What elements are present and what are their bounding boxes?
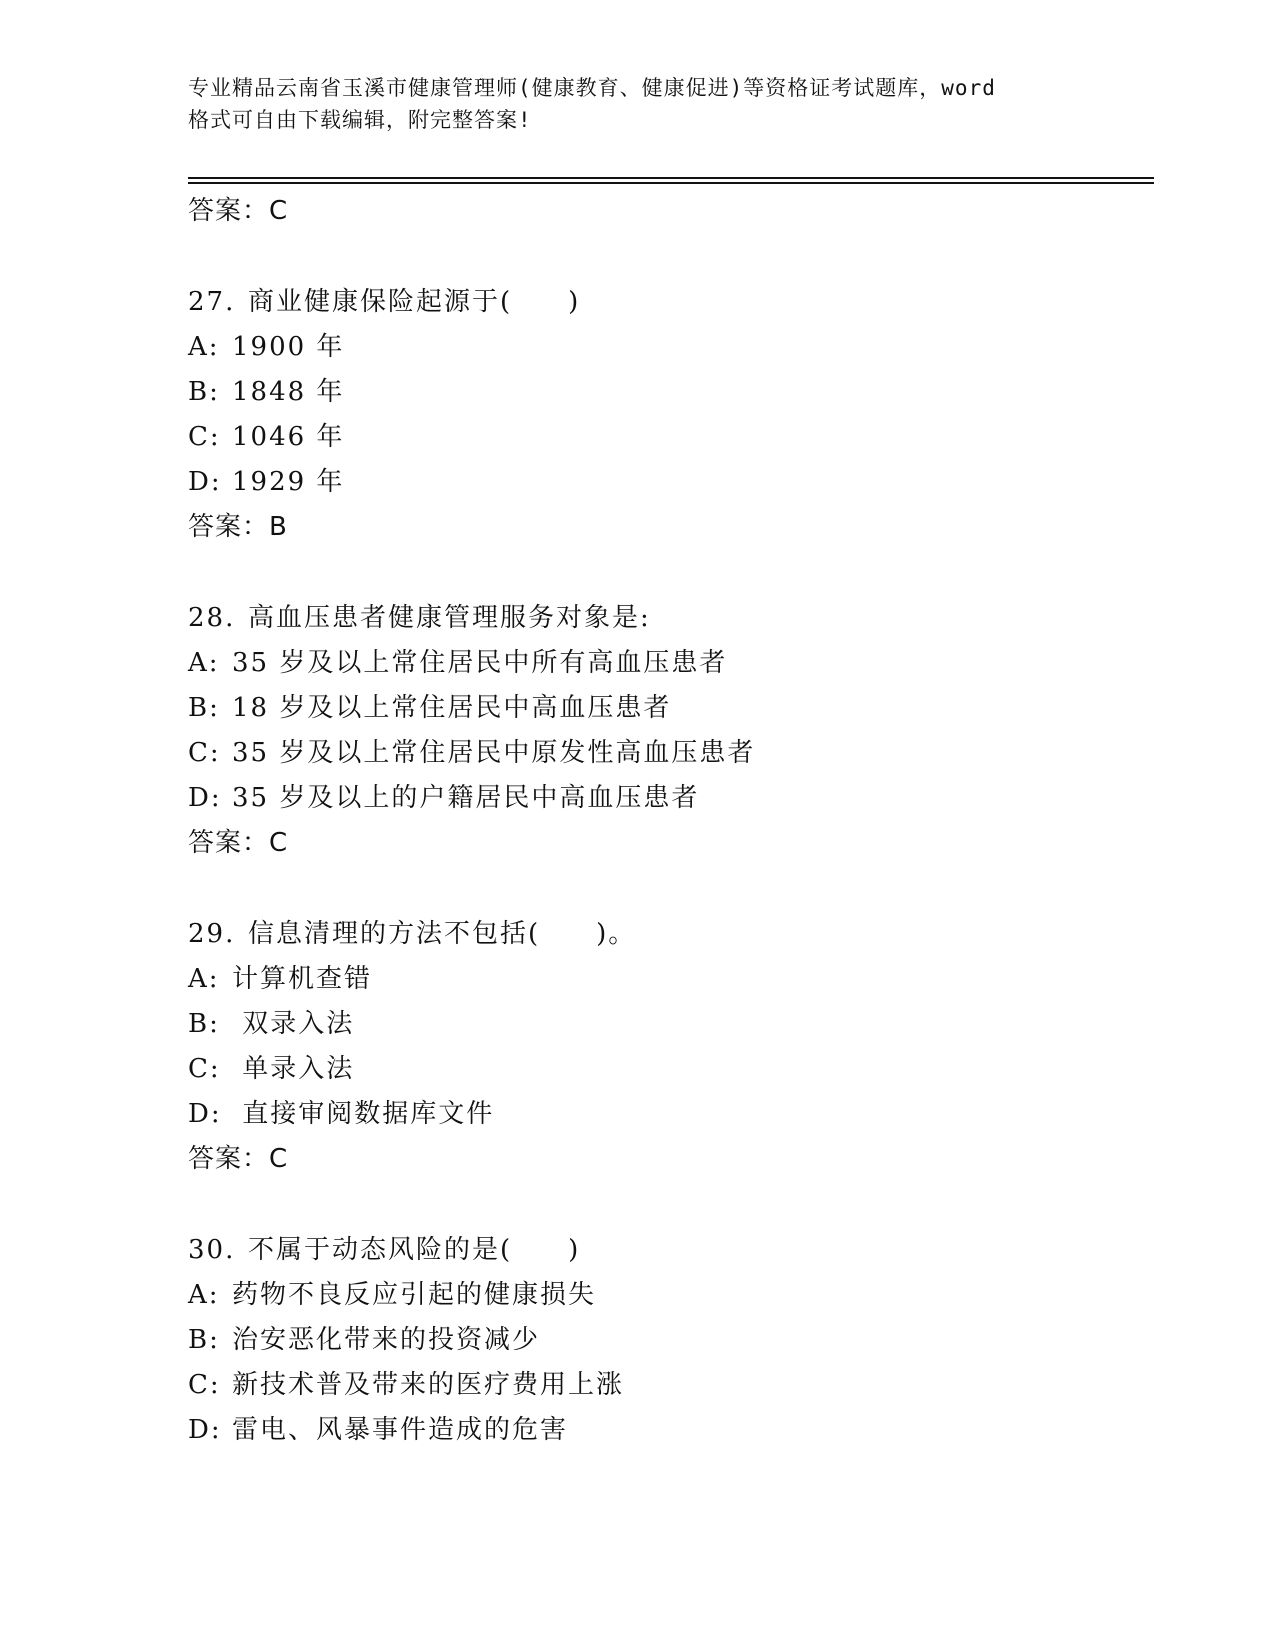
option-label: C: <box>188 738 221 768</box>
option-text: 计算机查错 <box>232 964 373 994</box>
option-text: 直接审阅数据库文件 <box>232 1099 495 1129</box>
answer-line: 答案：B <box>188 512 288 542</box>
option-label: C: <box>188 1054 221 1084</box>
question-block <box>188 912 1148 1182</box>
option-text: 药物不良反应引起的健康损失 <box>232 1280 597 1310</box>
question-block <box>188 596 1148 866</box>
question-text: 高血压患者健康管理服务对象是: <box>248 603 651 633</box>
answer-line: 答案：C <box>188 196 289 226</box>
answer-line: 答案：C <box>188 828 289 858</box>
option-line <box>188 1273 1148 1318</box>
option-line <box>188 1318 1148 1363</box>
option-label: D: <box>188 1415 222 1445</box>
option-text: 单录入法 <box>232 1054 355 1084</box>
option-label: B: <box>188 377 220 407</box>
option-line <box>188 686 1148 731</box>
option-line <box>188 370 1148 415</box>
option-line <box>188 1408 1148 1453</box>
page-header <box>188 72 1088 136</box>
option-line <box>188 1047 1148 1092</box>
option-line <box>188 1363 1148 1408</box>
option-text: 1848 年 <box>232 377 345 407</box>
header-line-2: 格式可自由下载编辑，附完整答案! <box>188 108 532 132</box>
option-label: C: <box>188 422 221 452</box>
option-label: D: <box>188 783 222 813</box>
question-number: 29. <box>188 919 236 949</box>
option-label: B: <box>188 1325 220 1355</box>
option-label: C: <box>188 1370 221 1400</box>
option-line <box>188 776 1148 821</box>
option-text: 35 岁及以上常住居民中所有高血压患者 <box>232 648 728 678</box>
option-line <box>188 325 1148 370</box>
option-text: 新技术普及带来的医疗费用上涨 <box>232 1370 625 1400</box>
question-text: 信息清理的方法不包括( )。 <box>248 919 637 949</box>
option-text: 治安恶化带来的投资减少 <box>232 1325 541 1355</box>
option-text: 1046 年 <box>232 422 345 452</box>
question-line <box>188 280 1148 325</box>
option-text: 双录入法 <box>232 1009 355 1039</box>
option-line <box>188 460 1148 505</box>
option-line <box>188 1002 1148 1047</box>
option-text: 35 岁及以上常住居民中原发性高血压患者 <box>232 738 756 768</box>
option-label: A: <box>188 648 220 678</box>
option-label: D: <box>188 1099 222 1129</box>
header-divider-bottom <box>188 182 1154 184</box>
option-label: A: <box>188 1280 220 1310</box>
question-text: 商业健康保险起源于( ) <box>248 287 581 317</box>
header-line-1: 专业精品云南省玉溪市健康管理师(健康教育、健康促进)等资格证考试题库，word <box>188 76 996 100</box>
option-label: A: <box>188 964 220 994</box>
option-label: B: <box>188 693 220 723</box>
option-text: 1929 年 <box>232 467 345 497</box>
question-list <box>188 189 1148 1453</box>
question-block <box>188 280 1148 550</box>
question-number: 28. <box>188 603 236 633</box>
question-text: 不属于动态风险的是( ) <box>248 1235 581 1265</box>
answer-line: 答案：C <box>188 1144 289 1174</box>
question-line <box>188 1228 1148 1273</box>
header-divider-top <box>188 177 1154 179</box>
option-line <box>188 731 1148 776</box>
option-line <box>188 641 1148 686</box>
option-line <box>188 415 1148 460</box>
question-line <box>188 912 1148 957</box>
option-text: 1900 年 <box>232 332 345 362</box>
question-number: 30. <box>188 1235 236 1265</box>
option-line <box>188 1092 1148 1137</box>
option-label: A: <box>188 332 220 362</box>
option-text: 35 岁及以上的户籍居民中高血压患者 <box>232 783 700 813</box>
option-text: 18 岁及以上常住居民中高血压患者 <box>232 693 672 723</box>
question-block <box>188 1228 1148 1453</box>
option-line <box>188 957 1148 1002</box>
option-label: B: <box>188 1009 220 1039</box>
option-text: 雷电、风暴事件造成的危害 <box>232 1415 569 1445</box>
option-label: D: <box>188 467 222 497</box>
question-line <box>188 596 1148 641</box>
question-number: 27. <box>188 287 236 317</box>
